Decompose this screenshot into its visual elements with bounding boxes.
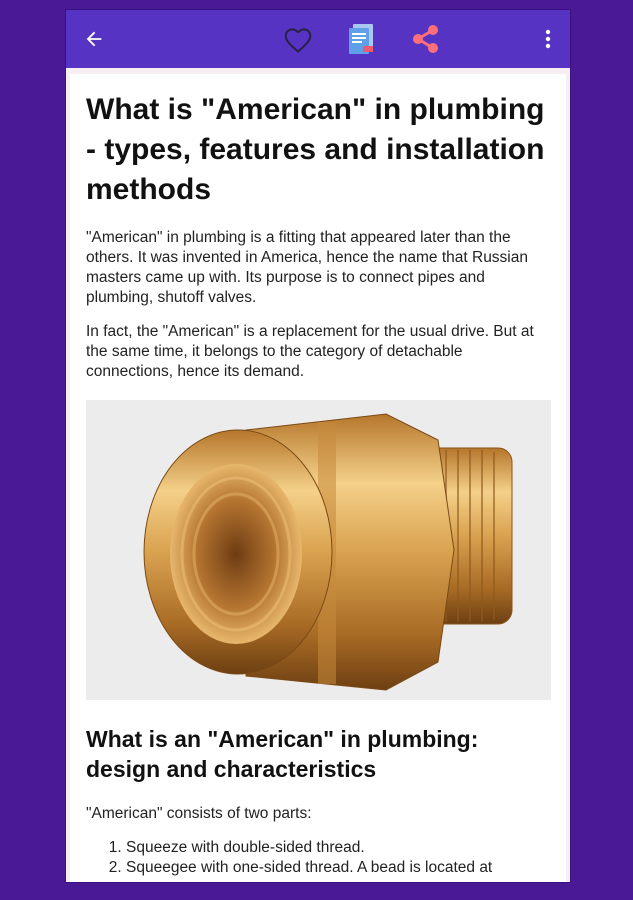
article-content[interactable] xyxy=(70,74,566,882)
intro-paragraph-1: "American" in plumbing is a fitting that appeared later than the others. It was invented in America, hence the name that Russian masters came up with. Its purpose is to connect pipes and plumbing, shutoff valves. xyxy=(86,229,528,306)
content-frame xyxy=(66,68,570,882)
intro-paragraph-2: In fact, the "American" is a replacement for the usual drive. But at the same time, it belongs to the category of detachable connections, hence its demand. xyxy=(86,323,534,380)
parts-list xyxy=(86,838,550,878)
app-toolbar xyxy=(66,10,570,68)
brass-union-fitting-photo xyxy=(86,400,551,700)
share-icon xyxy=(410,23,442,55)
more-options-button[interactable] xyxy=(534,10,562,68)
fitting-image xyxy=(86,400,551,700)
list-item: 2. Squeegee with one-sided thread. A bead is located at xyxy=(126,858,550,878)
share-button[interactable] xyxy=(406,10,446,68)
document-icon xyxy=(345,21,379,57)
section-paragraph-1: "American" consists of two parts: xyxy=(86,805,312,822)
section-title: What is an "American" in plumbing: design and characteristics xyxy=(86,726,479,782)
list-item: 1. Squeeze with double-sided thread. xyxy=(126,838,550,858)
back-button[interactable] xyxy=(76,10,112,68)
app-screen xyxy=(66,10,570,882)
article-title: What is "American" in plumbing - types, features and installation methods xyxy=(86,93,545,206)
heart-outline-icon xyxy=(281,24,315,54)
arrow-left-icon xyxy=(83,28,105,50)
more-vert-icon xyxy=(545,29,551,49)
favorite-button[interactable] xyxy=(278,10,318,68)
document-button[interactable] xyxy=(342,10,382,68)
